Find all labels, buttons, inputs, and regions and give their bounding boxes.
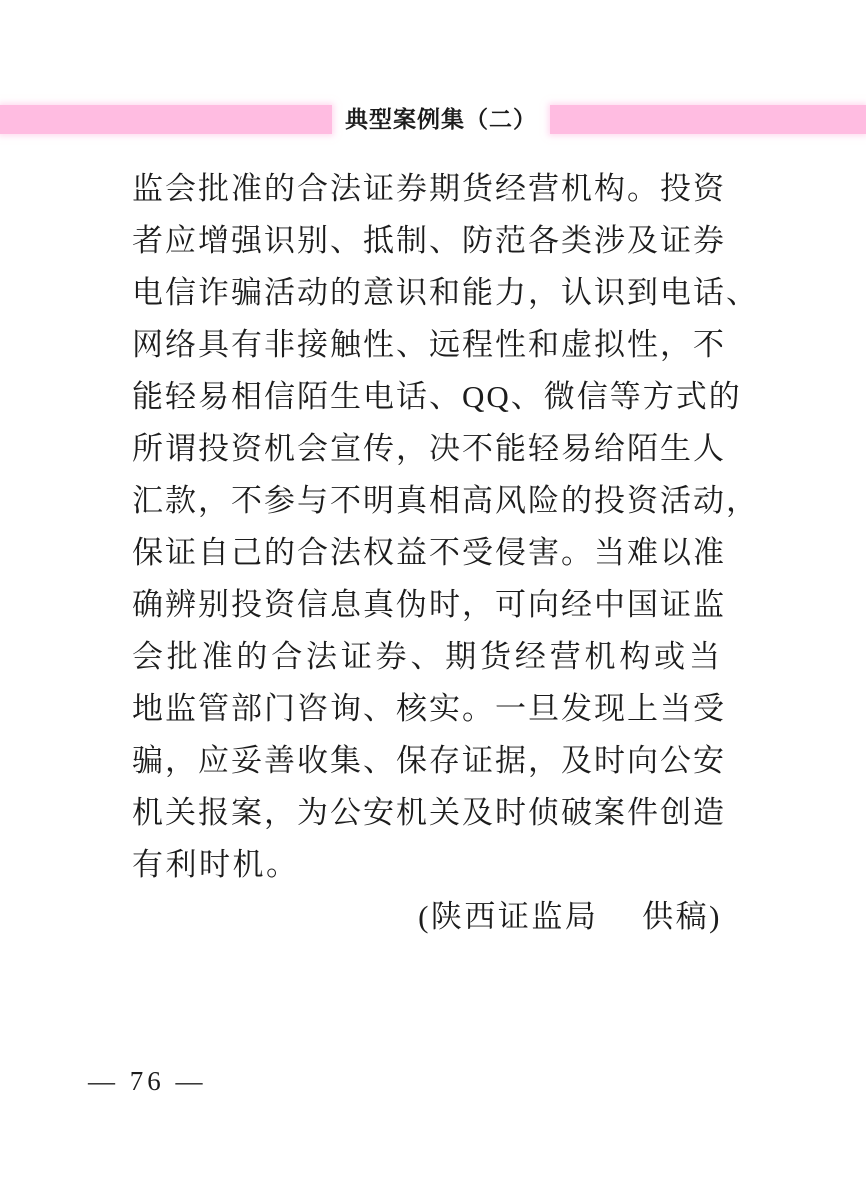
header-bar-left	[0, 105, 332, 134]
page-number: — 76 —	[88, 1066, 207, 1096]
text-line: 汇款，不参与不明真相高风险的投资活动，	[132, 483, 759, 518]
text-line: 保证自己的合法权益不受侵害。当难以准	[132, 535, 726, 570]
text-line: 监会批准的合法证券期货经营机构。投资	[132, 171, 726, 206]
text-line: 有利时机。	[132, 847, 300, 882]
text-line: 所谓投资机会宣传，决不能轻易给陌生人	[132, 431, 726, 466]
text-line: 能轻易相信陌生电话、QQ、微信等方式的	[132, 379, 742, 414]
page-header-title: 典型案例集（二）	[345, 106, 537, 132]
text-line: 会批准的合法证券、期货经营机构或当	[132, 639, 722, 674]
text-line: 确辨别投资信息真伪时，可向经中国证监	[132, 587, 726, 622]
text-line: 骗，应妥善收集、保存证据，及时向公安	[132, 743, 726, 778]
header-bar-right	[550, 105, 866, 134]
body-paragraph-lines	[132, 163, 759, 891]
body-text	[132, 163, 759, 943]
text-line: 网络具有非接触性、远程性和虚拟性，不	[132, 327, 726, 362]
attribution-line: (陕西证监局 供稿)	[418, 899, 722, 934]
text-line: 地监管部门咨询、核实。一旦发现上当受	[132, 691, 726, 726]
text-line: 机关报案，为公安机关及时侦破案件创造	[132, 795, 726, 830]
text-line: 者应增强识别、抵制、防范各类涉及证券	[132, 223, 726, 258]
page-header	[0, 105, 866, 134]
text-line: 电信诈骗活动的意识和能力，认识到电话、	[132, 275, 759, 310]
